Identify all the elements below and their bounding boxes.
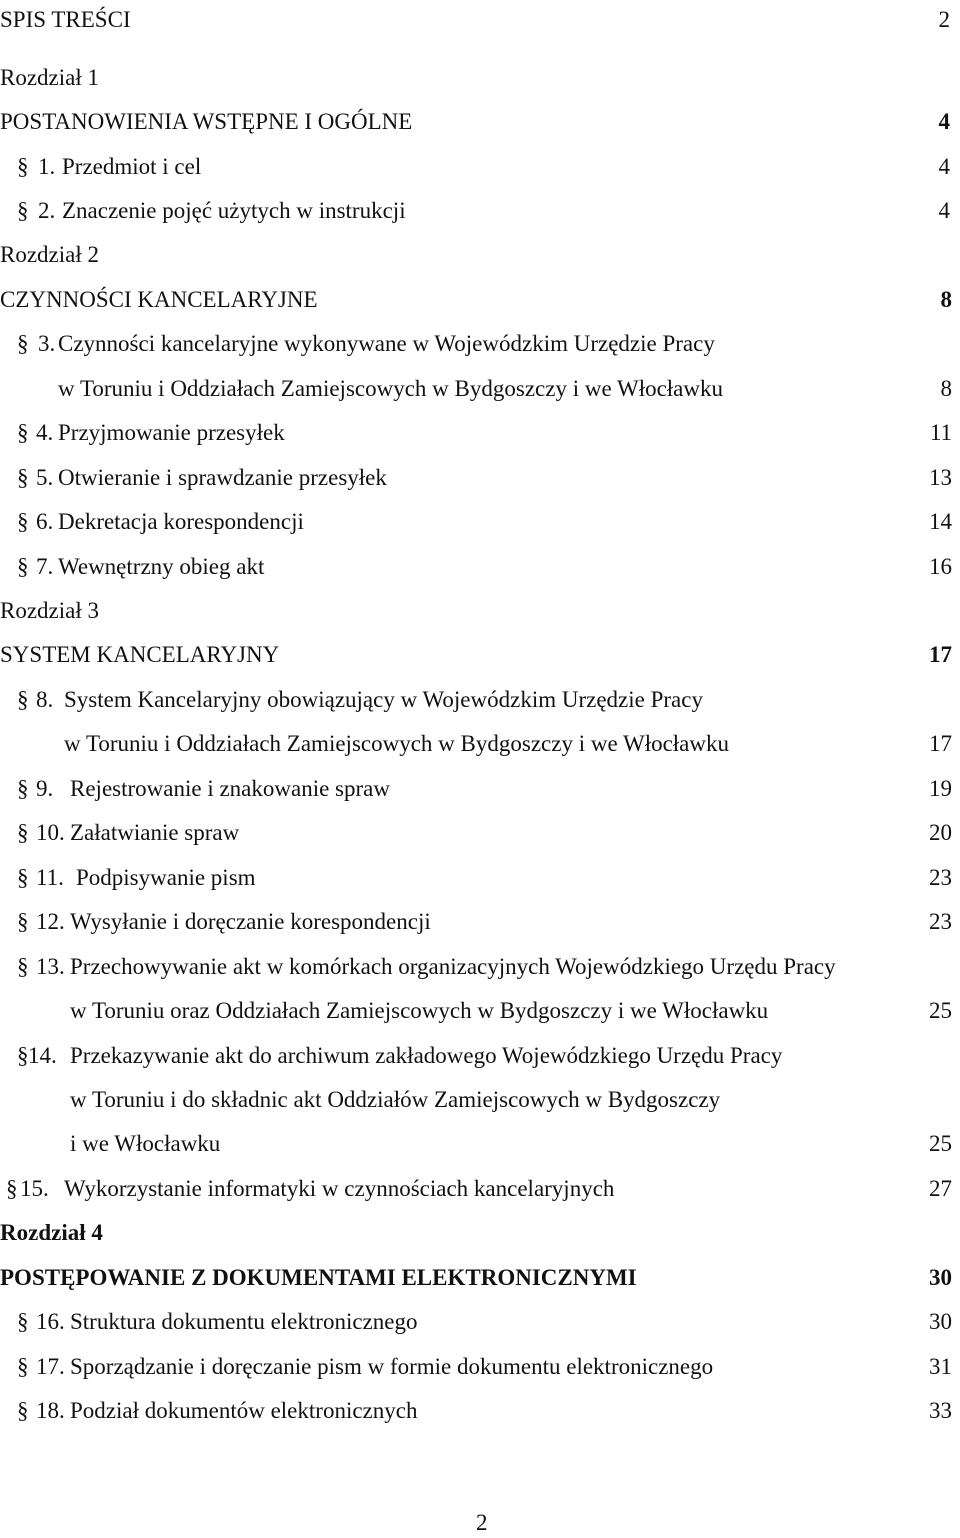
chapter-heading	[0, 1218, 960, 1248]
entry-title: Wewnętrzny obieg akt	[58, 554, 265, 579]
entry-page: 27	[929, 1176, 952, 1201]
toc-title: SPIS TREŚCI	[0, 7, 131, 32]
toc-entry	[0, 329, 960, 359]
entry-title: Wysyłanie i doręczanie korespondencji	[70, 909, 431, 934]
section-sign: §	[17, 776, 29, 801]
entry-page: 16	[929, 554, 952, 579]
chapter-heading-label: Rozdział 1	[0, 65, 99, 90]
entry-number: 16.	[36, 1309, 65, 1334]
entry-number: 13.	[36, 954, 65, 979]
chapter-title: CZYNNOŚCI KANCELARYJNE	[0, 287, 318, 312]
section-sign: §	[6, 1176, 18, 1201]
toc-entry-continuation	[0, 729, 960, 759]
section-sign: §	[17, 1354, 29, 1379]
entry-title-continued: w Toruniu i do składnic akt Oddziałów Zamiejscowych w Bydgoszczy	[70, 1087, 721, 1112]
toc-entry	[0, 685, 960, 715]
toc-entry-continuation	[0, 996, 960, 1026]
section-sign: §	[17, 909, 29, 934]
entry-title: Znaczenie pojęć użytych w instrukcji	[62, 198, 406, 223]
entry-number: 17.	[36, 1354, 65, 1379]
toc-entry	[0, 152, 960, 182]
entry-number: 18.	[36, 1398, 65, 1423]
chapter-title: POSTĘPOWANIE Z DOKUMENTAMI ELEKTRONICZNYMI	[0, 1265, 637, 1290]
entry-number: 11.	[36, 865, 64, 890]
entry-title-continued: i we Włocławku	[70, 1131, 221, 1156]
entry-title: Przekazywanie akt do archiwum zakładowego Wojewódzkiego Urzędu Pracy	[70, 1043, 783, 1068]
entry-title: Podział dokumentów elektronicznych	[70, 1398, 418, 1423]
entry-title: Przyjmowanie przesyłek	[58, 420, 285, 445]
section-sign: §	[17, 954, 29, 979]
toc-entry-continuation	[0, 1085, 960, 1115]
toc-title-page: 2	[938, 7, 950, 32]
chapter-page: 17	[929, 642, 952, 667]
entry-title: Sporządzanie i doręczanie pism w formie dokumentu elektronicznego	[70, 1354, 714, 1379]
chapter-title: SYSTEM KANCELARYJNY	[0, 642, 280, 667]
entry-title: Załatwianie spraw	[70, 820, 240, 845]
section-sign: §	[17, 331, 29, 356]
entry-page: 25	[929, 1131, 952, 1156]
entry-page: 19	[929, 776, 952, 801]
entry-page: 23	[929, 909, 952, 934]
entry-page: 25	[929, 998, 952, 1023]
chapter-heading-label: Rozdział 4	[0, 1220, 103, 1245]
entry-number: 4.	[36, 420, 54, 445]
entry-number: 5.	[36, 465, 54, 490]
chapter-title: POSTANOWIENIA WSTĘPNE I OGÓLNE	[0, 109, 413, 134]
entry-page: 20	[929, 820, 952, 845]
section-sign: §	[17, 198, 29, 223]
chapter-title-row	[0, 640, 960, 670]
entry-page: 33	[929, 1398, 952, 1423]
entry-number: 7.	[36, 554, 54, 579]
toc-header	[0, 5, 960, 35]
chapter-heading-label: Rozdział 2	[0, 242, 99, 267]
chapter-page: 4	[938, 109, 950, 134]
entry-page: 17	[929, 731, 952, 756]
entry-number: 8.	[36, 687, 54, 712]
entry-number: 1.	[38, 154, 56, 179]
entry-page: 13	[929, 465, 952, 490]
entry-title: Podpisywanie pism	[76, 865, 256, 890]
entry-page: 8	[940, 376, 952, 401]
section-sign: §	[17, 1043, 29, 1068]
chapter-title-row	[0, 1263, 960, 1293]
entry-page: 14	[929, 509, 952, 534]
toc-entry	[0, 774, 960, 804]
toc-entry	[0, 1174, 960, 1204]
entry-page: 31	[929, 1354, 952, 1379]
entry-page: 23	[929, 865, 952, 890]
toc-entry-continuation	[0, 374, 960, 404]
entry-title: Rejestrowanie i znakowanie spraw	[70, 776, 390, 801]
entry-title: Przedmiot i cel	[62, 154, 202, 179]
entry-title: Przechowywanie akt w komórkach organizacyjnych Wojewódzkiego Urzędu Pracy	[70, 954, 836, 979]
toc-entry	[0, 1352, 960, 1382]
section-sign: §	[17, 509, 29, 534]
entry-number: 15.	[20, 1176, 49, 1201]
entry-title-continued: w Toruniu i Oddziałach Zamiejscowych w Bydgoszczy i we Włocławku	[64, 731, 730, 756]
entry-number: 12.	[36, 909, 65, 934]
entry-title-continued: w Toruniu i Oddziałach Zamiejscowych w Bydgoszczy i we Włocławku	[58, 376, 724, 401]
chapter-title-row	[0, 285, 960, 315]
entry-page: 11	[929, 420, 952, 445]
toc-entry	[0, 1307, 960, 1337]
section-sign: §	[17, 465, 29, 490]
section-sign: §	[17, 420, 29, 445]
section-sign: §	[17, 154, 29, 179]
toc-entry-continuation	[0, 1129, 960, 1159]
toc-entry	[0, 463, 960, 493]
toc-entry	[0, 196, 960, 226]
chapter-heading	[0, 63, 960, 93]
entry-number: 3.	[38, 331, 56, 356]
section-sign: §	[17, 1398, 29, 1423]
toc-entry	[0, 552, 960, 582]
chapter-heading-label: Rozdział 3	[0, 598, 99, 623]
toc-entry	[0, 952, 960, 982]
chapter-heading	[0, 240, 960, 270]
section-sign: §	[17, 865, 29, 890]
chapter-title-row	[0, 107, 960, 137]
entry-number: 14.	[28, 1043, 57, 1068]
entry-title-continued: w Toruniu oraz Oddziałach Zamiejscowych w Bydgoszczy i we Włocławku	[70, 998, 769, 1023]
toc-entry	[0, 907, 960, 937]
toc-entry	[0, 1396, 960, 1426]
toc-entry	[0, 507, 960, 537]
entry-title: Dekretacja korespondencji	[58, 509, 304, 534]
entry-number: 9.	[36, 776, 54, 801]
entry-page: 30	[929, 1309, 952, 1334]
toc-entry	[0, 418, 960, 448]
entry-title: System Kancelaryjny obowiązujący w Wojewódzkim Urzędzie Pracy	[64, 687, 703, 712]
section-sign: §	[17, 687, 29, 712]
page-number: 2	[476, 1510, 488, 1535]
toc-entry	[0, 818, 960, 848]
section-sign: §	[17, 820, 29, 845]
entry-title: Czynności kancelaryjne wykonywane w Wojewódzkim Urzędzie Pracy	[58, 331, 715, 356]
entry-title: Wykorzystanie informatyki w czynnościach kancelaryjnych	[64, 1176, 615, 1201]
entry-number: 10.	[36, 820, 65, 845]
chapter-page: 8	[940, 287, 952, 312]
chapter-page: 30	[929, 1265, 952, 1290]
entry-title: Struktura dokumentu elektronicznego	[70, 1309, 418, 1334]
page-footer	[0, 1508, 960, 1538]
toc-entry	[0, 863, 960, 893]
toc-entry	[0, 1041, 960, 1071]
entry-page: 4	[938, 154, 950, 179]
entry-number: 6.	[36, 509, 54, 534]
entry-title: Otwieranie i sprawdzanie przesyłek	[58, 465, 387, 490]
section-sign: §	[17, 554, 29, 579]
entry-page: 4	[938, 198, 950, 223]
entry-number: 2.	[38, 198, 56, 223]
chapter-heading	[0, 596, 960, 626]
section-sign: §	[17, 1309, 29, 1334]
